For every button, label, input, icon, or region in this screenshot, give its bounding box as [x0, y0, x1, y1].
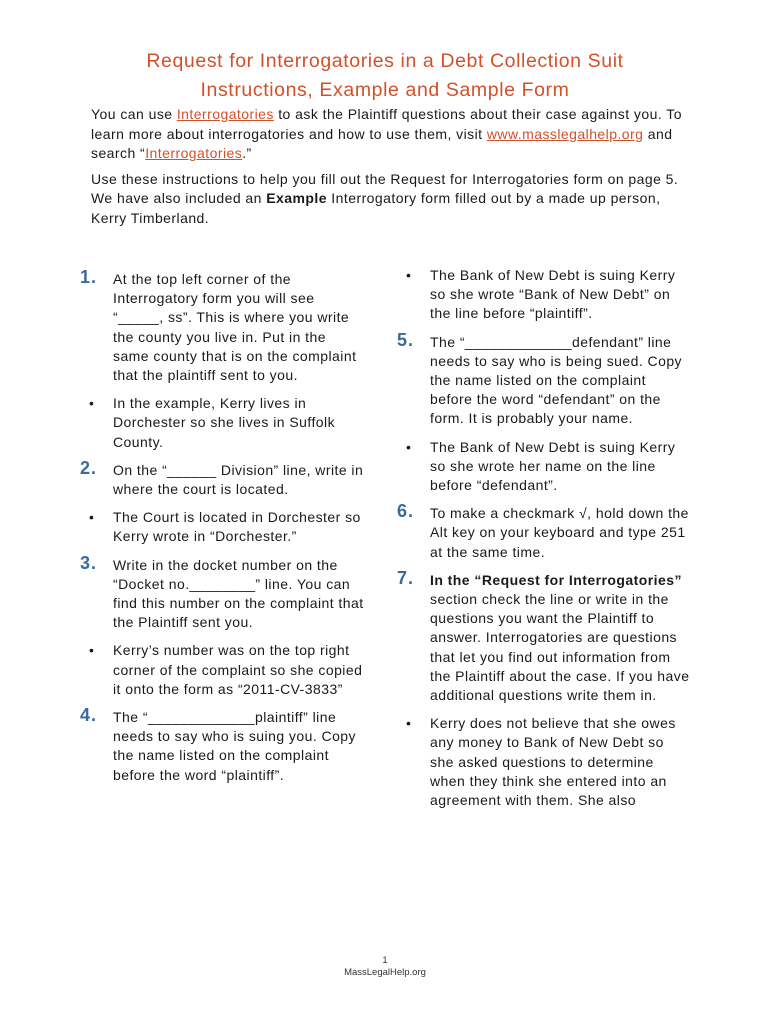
masslegalhelp-link[interactable]: www.masslegalhelp.org — [486, 125, 644, 142]
bullet-item — [392, 714, 692, 810]
bullet-item — [392, 266, 692, 324]
intro-text: You can use — [91, 106, 177, 122]
intro-text: .” — [242, 145, 252, 161]
page-footer — [0, 955, 770, 979]
bullet-icon: • — [89, 509, 95, 526]
step-number: 4. — [80, 705, 98, 726]
step-3 — [75, 552, 365, 633]
bullet-item — [75, 394, 365, 452]
page-number: 1 — [382, 955, 388, 966]
intro-text: and search “ — [91, 125, 673, 161]
left-column — [75, 267, 365, 794]
step-number: 1. — [80, 267, 98, 287]
right-column — [392, 266, 692, 819]
step-number: 5. — [397, 329, 415, 350]
step-text: The “_____________defendant” line needs to say who is being sued. Copy the name listed on the complaint before the word “defendant” on the form. It is probably your name. — [430, 333, 683, 427]
footer-site: MassLegalHelp.org — [344, 967, 426, 978]
step-number: 6. — [397, 501, 415, 522]
bullet-icon: • — [89, 642, 95, 659]
bullet-text: The Court is located in Dorchester so Kerry wrote in “Dorchester.” — [113, 509, 361, 545]
bullet-icon: • — [89, 395, 95, 412]
bullet-text: The Bank of New Debt is suing Kerry so she wrote “Bank of New Debt” on the line before “plaintiff”. — [430, 267, 676, 322]
interrogatories-search-link[interactable]: Interrogatories — [145, 145, 243, 161]
step-7 — [392, 567, 692, 705]
bullet-icon: • — [406, 715, 412, 732]
step-heading: In the “Request for Interrogatories” — [430, 571, 682, 588]
step-text: Write in the docket number on the “Docket no.________” line. You can find this number on the complaint that the Plaintiff sent you. — [113, 556, 364, 631]
title-line-2: Instructions, Example and Sample Form — [200, 79, 570, 101]
intro-paragraph-2 — [91, 170, 691, 229]
step-text: section check the line or write in the questions you want the Plaintiff to answer. Interrogatories are questions that let you find out information from the Plaintiff about the case. If you have additional questions write them in. — [430, 591, 690, 704]
interrogatories-link[interactable]: Interrogatories — [176, 106, 274, 122]
bullet-icon: • — [406, 267, 412, 283]
step-6 — [392, 501, 692, 562]
step-1 — [75, 267, 365, 385]
title-line-1: Request for Interrogatories in a Debt Collection Suit — [146, 50, 624, 72]
step-number: 7. — [397, 567, 415, 588]
bullet-item — [392, 438, 692, 496]
step-2 — [75, 457, 365, 499]
step-text: On the “______ Division” line, write in where the court is located. — [113, 461, 364, 498]
step-number: 3. — [80, 552, 98, 573]
bullet-text: The Bank of New Debt is suing Kerry so she wrote her name on the line before “defendant”. — [430, 438, 676, 494]
intro-text: to ask the Plaintiff questions about their case against you. To learn more about interrogatories and how to use them, visit — [91, 106, 682, 142]
intro-paragraph-1 — [91, 105, 691, 164]
bullet-text: Kerry does not believe that she owes any money to Bank of New Debt so she asked questions to determine when they think she entered into an agreement with them. She also — [430, 715, 676, 809]
bullet-item — [75, 508, 365, 546]
step-5 — [392, 329, 692, 429]
step-4 — [75, 705, 365, 785]
bullet-item — [75, 641, 365, 699]
step-number: 2. — [80, 457, 98, 478]
step-text: At the top left corner of the Interrogatory form you will see “_____, ss”. This is where you write the county you live in. Put in the same county that is on the complaint that the plaintiff sent to you. — [113, 271, 357, 384]
intro-section — [91, 105, 691, 234]
document-title — [40, 47, 730, 105]
bullet-text: Kerry’s number was on the top right corner of the complaint so she copied it onto the form as “2011-CV-3833” — [113, 642, 363, 697]
intro-text: Interrogatory form filled out by a made up person, Kerry Timberland. — [91, 190, 661, 226]
intro-text: Use these instructions to help you fill out the Request for Interrogatories form on page 5. We have also included an — [91, 170, 679, 206]
bullet-text: In the example, Kerry lives in Dorchester so she lives in Suffolk County. — [113, 395, 336, 450]
example-emphasis: Example — [266, 190, 327, 206]
step-text: The “_____________plaintiff” line needs to say who is suing you. Copy the name listed on the complaint before the word “plaintiff”. — [113, 709, 356, 783]
step-text: To make a checkmark √, hold down the Alt key on your keyboard and type 251 at the same time. — [430, 505, 689, 560]
bullet-icon: • — [406, 438, 412, 455]
